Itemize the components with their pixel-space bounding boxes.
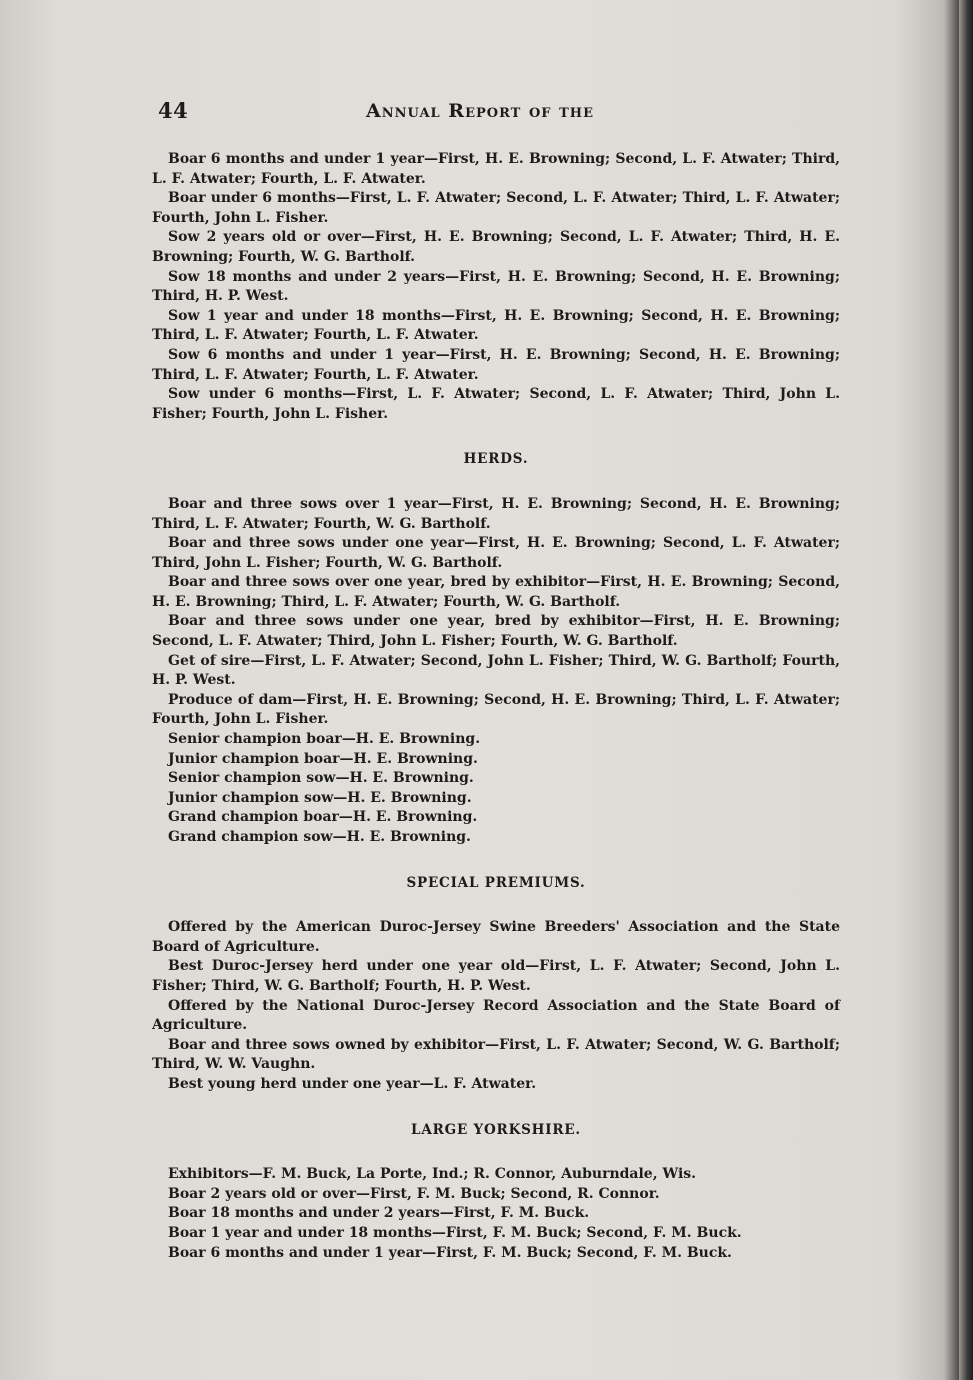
- result-paragraph: Offered by the American Duroc-Jersey Swine Breeders' Association and the State Board of Agriculture.: [152, 919, 840, 955]
- result-paragraph: Boar 1 year and under 18 months—First, F. M. Buck; Second, F. M. Buck.: [168, 1224, 742, 1241]
- result-paragraph: Boar 2 years old or over—First, F. M. Buck; Second, R. Connor.: [168, 1185, 660, 1202]
- result-paragraph: Boar 18 months and under 2 years—First, F. M. Buck.: [168, 1205, 590, 1222]
- special-premiums-section: [152, 918, 840, 1094]
- page-number: 44: [158, 98, 189, 123]
- page-edge-shadow: [959, 0, 973, 1380]
- result-paragraph: Grand champion sow—H. E. Browning.: [168, 829, 471, 845]
- running-head: Annual Report of the: [366, 100, 594, 122]
- result-paragraph: Junior champion boar—H. E. Browning.: [168, 750, 478, 767]
- result-paragraph: Boar and three sows under one year—First, H. E. Browning; Second, L. F. Atwater; Third, John L. Fisher; Fourth, W. G. Bartholf.: [152, 535, 840, 571]
- result-paragraph: Boar 6 months and under 1 year—First, H. E. Browning; Second, L. F. Atwater; Third, L. F. Atwater; Fourth, L. F. Atwater.: [152, 151, 840, 187]
- result-paragraph: Sow 1 year and under 18 months—First, H. E. Browning; Second, H. E. Browning; Third, L. F. Atwater; Fourth, L. F. Atwater.: [152, 307, 840, 344]
- result-paragraph: Senior champion boar—H. E. Browning.: [168, 731, 481, 748]
- herds-heading: HERDS.: [463, 451, 529, 468]
- result-paragraph: Sow 6 months and under 1 year—First, H. E. Browning; Second, H. E. Browning; Third, L. F. Atwater; Fourth, L. F. Atwater.: [152, 346, 840, 383]
- result-paragraph: Boar and three sows owned by exhibitor—First, L. F. Atwater; Second, W. G. Bartholf; Third, W. W. Vaughn.: [152, 1036, 840, 1073]
- result-paragraph: Best Duroc-Jersey herd under one year old—First, L. F. Atwater; Second, John L. Fisher; Third, W. G. Bartholf; Fourth, H. P. West.: [152, 958, 840, 994]
- result-paragraph: Boar and three sows over 1 year—First, H. E. Browning; Second, H. E. Browning; Third, L. F. Atwater; Fourth, W. G. Bartholf.: [152, 495, 840, 532]
- large-yorkshire-heading: LARGE YORKSHIRE.: [411, 1121, 581, 1138]
- intro-section: [152, 150, 840, 424]
- result-paragraph: Sow 18 months and under 2 years—First, H. E. Browning; Second, H. E. Browning; Third, H. P. West.: [152, 268, 840, 305]
- result-paragraph: Boar and three sows over one year, bred by exhibitor—First, H. E. Browning; Second, H. E. Browning; Third, L. F. Atwater; Fourth, W. G. Bartholf.: [152, 574, 840, 610]
- result-paragraph: Boar under 6 months—First, L. F. Atwater; Second, L. F. Atwater; Third, L. F. Atwater; Fourth, John L. Fisher.: [152, 190, 840, 226]
- result-paragraph: Offered by the National Duroc-Jersey Record Association and the State Board of Agriculture.: [152, 997, 840, 1034]
- result-paragraph: Junior champion sow—H. E. Browning.: [168, 789, 472, 806]
- result-paragraph: Best young herd under one year—L. F. Atwater.: [168, 1075, 537, 1092]
- herds-section: [152, 495, 840, 848]
- result-paragraph: Sow under 6 months—First, L. F. Atwater; Second, L. F. Atwater; Third, John L. Fisher; Fourth, John L. Fisher.: [152, 386, 840, 422]
- result-paragraph: Grand champion boar—H. E. Browning.: [168, 809, 478, 826]
- result-paragraph: Get of sire—First, L. F. Atwater; Second, John L. Fisher; Third, W. G. Bartholf; Fourth, H. P. West.: [152, 652, 840, 689]
- result-paragraph: Senior champion sow—H. E. Browning.: [168, 770, 474, 787]
- page-body: [152, 150, 840, 1263]
- result-paragraph: Boar 6 months and under 1 year—First, F. M. Buck; Second, F. M. Buck.: [168, 1244, 732, 1261]
- result-paragraph: Sow 2 years old or over—First, H. E. Browning; Second, L. F. Atwater; Third, H. E. Browning; Fourth, W. G. Bartholf.: [152, 229, 840, 265]
- page-header: [156, 98, 840, 128]
- result-paragraph: Boar and three sows under one year, bred by exhibitor—First, H. E. Browning; Second, L. F. Atwater; Third, John L. Fisher; Fourth, W. G. Bartholf.: [152, 613, 840, 650]
- result-paragraph: Exhibitors—F. M. Buck, La Porte, Ind.; R. Connor, Auburndale, Wis.: [168, 1166, 697, 1183]
- special-premiums-heading: SPECIAL PREMIUMS.: [406, 874, 586, 891]
- large-yorkshire-section: [152, 1165, 840, 1263]
- result-paragraph: Produce of dam—First, H. E. Browning; Second, H. E. Browning; Third, L. F. Atwater; Fourth, John L. Fisher.: [152, 691, 840, 728]
